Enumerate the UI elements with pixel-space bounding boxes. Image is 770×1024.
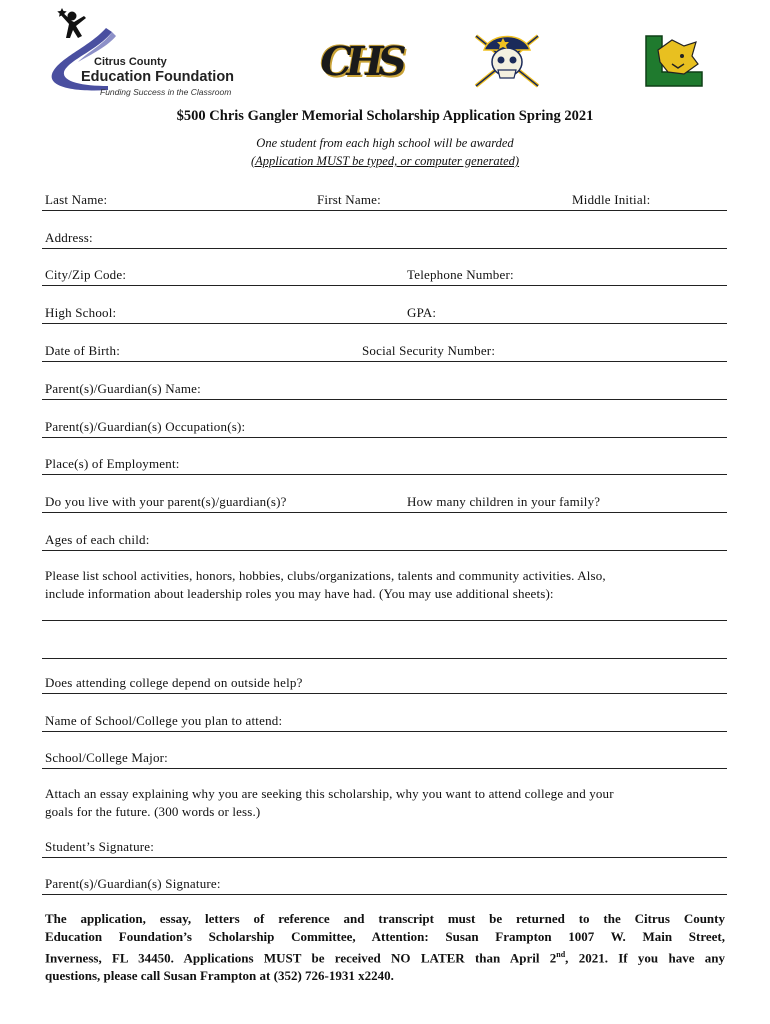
school-plan-label: Name of School/College you plan to attend: bbox=[45, 713, 283, 728]
subtitle-typed: (Application MUST be typed, or computer generated) bbox=[250, 154, 520, 168]
pirate-skull-icon bbox=[472, 28, 542, 90]
name-line[interactable] bbox=[42, 210, 727, 211]
employment-line[interactable] bbox=[42, 474, 727, 475]
ages-label: Ages of each child: bbox=[45, 532, 150, 547]
activities-line1: Please list school activities, honors, hobbies, clubs/organizations, talents and community activities. Also, bbox=[45, 568, 606, 583]
dob-label: Date of Birth: bbox=[45, 343, 121, 358]
parent-signature-label: Parent(s)/Guardian(s) Signature: bbox=[45, 876, 221, 891]
footer-line3 bbox=[45, 946, 725, 967]
first-name-label: First Name: bbox=[317, 192, 381, 207]
ssn-label: Social Security Number: bbox=[362, 343, 496, 358]
student-signature-label: Student’s Signature: bbox=[45, 839, 155, 854]
children-count-label: How many children in your family? bbox=[407, 494, 601, 509]
employment-label: Place(s) of Employment: bbox=[45, 456, 180, 471]
footer-line3-sup: nd bbox=[556, 950, 566, 959]
parent-name-line[interactable] bbox=[42, 399, 727, 400]
address-label: Address: bbox=[45, 230, 93, 245]
foundation-logo-line2: Education Foundation bbox=[81, 69, 235, 85]
dob-ssn-line[interactable] bbox=[42, 361, 727, 362]
parent-occupation-label: Parent(s)/Guardian(s) Occupation(s): bbox=[45, 419, 246, 434]
live-children-line[interactable] bbox=[42, 512, 727, 513]
chs-logo bbox=[315, 34, 405, 90]
essay-line1: Attach an essay explaining why you are seeking this scholarship, why you want to attend college and your bbox=[45, 786, 614, 801]
footer-instructions bbox=[45, 910, 725, 985]
outside-help-label: Does attending college depend on outside help? bbox=[45, 675, 303, 690]
student-signature-line[interactable] bbox=[42, 857, 727, 858]
footer-line4: questions, please call Susan Frampton at (352) 726-1931 x2240. bbox=[45, 968, 394, 984]
foundation-logo-line1: Citrus County bbox=[94, 56, 167, 68]
wildcat-icon bbox=[632, 34, 704, 88]
activities-line-a[interactable] bbox=[42, 620, 727, 621]
wildcat-logo bbox=[632, 34, 704, 88]
footer-line1: The application, essay, letters of reference and transcript must be returned to the Citrus County bbox=[45, 911, 725, 926]
chs-logo-text: CHS bbox=[315, 38, 405, 85]
essay-line2: goals for the future. (300 words or less.) bbox=[45, 804, 261, 819]
activities-line-b[interactable] bbox=[42, 658, 727, 659]
high-school-label: High School: bbox=[45, 305, 117, 320]
gpa-label: GPA: bbox=[407, 305, 437, 320]
ages-line[interactable] bbox=[42, 550, 727, 551]
pirate-logo bbox=[472, 28, 542, 90]
school-plan-line[interactable] bbox=[42, 731, 727, 732]
parent-signature-line[interactable] bbox=[42, 894, 727, 895]
footer-line3-b: , 2021. If you have any bbox=[565, 950, 725, 966]
middle-initial-label: Middle Initial: bbox=[572, 192, 651, 207]
subtitle-awarded: One student from each high school will be awarded bbox=[256, 136, 514, 150]
foundation-logo-tagline: Funding Success in the Classroom bbox=[100, 87, 232, 97]
foundation-logo bbox=[48, 8, 258, 98]
outside-help-line[interactable] bbox=[42, 693, 727, 694]
live-with-label: Do you live with your parent(s)/guardian(s)? bbox=[45, 494, 287, 509]
telephone-label: Telephone Number: bbox=[407, 267, 514, 282]
city-zip-label: City/Zip Code: bbox=[45, 267, 127, 282]
city-phone-line[interactable] bbox=[42, 285, 727, 286]
footer-line2: Education Foundation’s Scholarship Committee, Attention: Susan Frampton 1007 W. Main Street, bbox=[45, 929, 725, 944]
parent-occupation-line[interactable] bbox=[42, 437, 727, 438]
activities-line2: include information about leadership roles you may have had. (You may use additional sheets): bbox=[45, 586, 554, 601]
major-line[interactable] bbox=[42, 768, 727, 769]
last-name-label: Last Name: bbox=[45, 192, 108, 207]
major-label: School/College Major: bbox=[45, 750, 168, 765]
page-title: $500 Chris Gangler Memorial Scholarship Application Spring 2021 bbox=[176, 108, 594, 124]
footer-line3-a: Inverness, FL 34450. Applications MUST be received NO LATER than April 2 bbox=[45, 950, 557, 966]
address-line[interactable] bbox=[42, 248, 727, 249]
school-gpa-line[interactable] bbox=[42, 323, 727, 324]
parent-name-label: Parent(s)/Guardian(s) Name: bbox=[45, 381, 201, 396]
